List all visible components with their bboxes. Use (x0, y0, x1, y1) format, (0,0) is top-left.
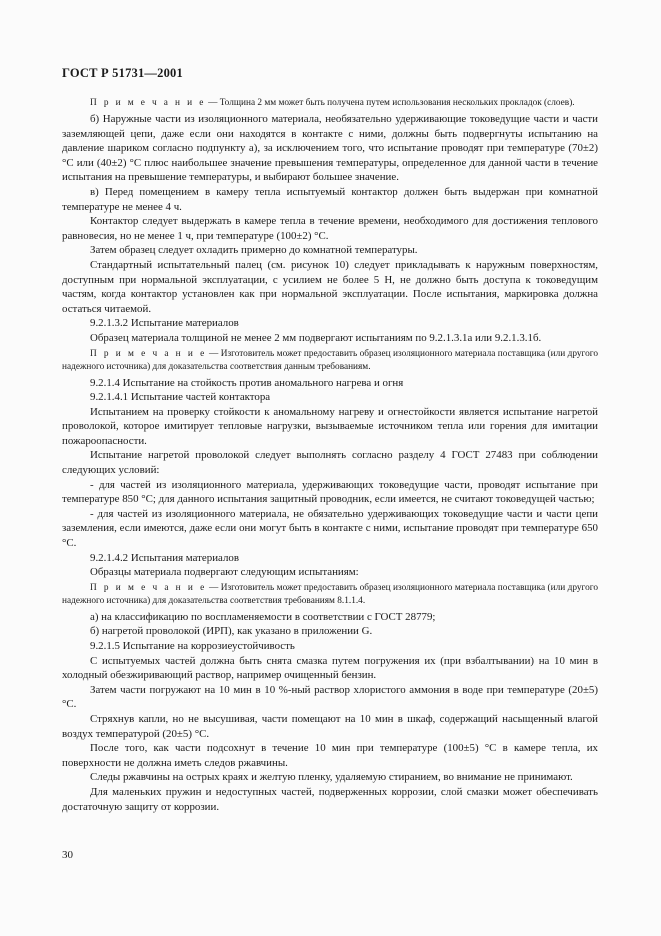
paragraph: Испытанием на проверку стойкости к аномальному нагреву и огнестойкости является испытание нагретой проволокой, которое имитирует тепловые нагрузки, вызываемые источником тепла или горения для имитации пожароопасности. (62, 405, 598, 447)
section-heading: 9.2.1.4.1 Испытание частей контактора (90, 391, 271, 404)
paragraph: С испытуемых частей должна быть снята смазка путем погружения их (при взбалтывании) на 10 мин в холодный обезжиривающий раствор, например очищенный бензин. (62, 654, 598, 682)
paragraph: Затем образец следует охладить примерно до комнатной температуры. (90, 244, 418, 257)
note-paragraph (62, 97, 598, 110)
section-heading: 9.2.1.3.2 Испытание материалов (90, 317, 239, 330)
paragraph: Образцы материала подвергают следующим испытаниям: (90, 566, 359, 579)
document-body (62, 97, 598, 814)
note-label: П р и м е ч а н и е (90, 582, 207, 593)
paragraph: б) Наружные части из изоляционного материала, необязательно удерживающие токоведущие части и части заземляющей цепи, даже если они находятся в контакте с ними, должны быть подвергнуты испытанию на давление шариком согласно подпункту а), за исключением того, что испытание проводят при температуре (70±2) °С или (40±2) °С плюс наибольшее значение превышения температуры, определенное для данной части в течение испытания на превышение температуры, и выбирают большее значение. (62, 113, 598, 184)
paragraph: После того, как части подсохнут в течение 10 мин при температуре (100±5) °С в камере тепла, их поверхности не должна иметь следов ржавчины. (62, 742, 598, 769)
page-number: 30 (62, 849, 73, 861)
section-heading: 9.2.1.4.2 Испытания материалов (90, 551, 239, 564)
list-item: б) нагретой проволокой (ИРП), как указано в приложении G. (90, 625, 373, 638)
note-label: П р и м е ч а н и е (90, 98, 206, 108)
note-paragraph (62, 582, 598, 608)
note-text: — Толщина 2 мм может быть получена путем использования нескольких прокладок (слоев). (205, 98, 575, 108)
note-text: — Изготовитель может предоставить образец изоляционного материала поставщика (или другого надежного источника) для доказательства соответствия требованиям 8.1.1.4. (62, 582, 598, 606)
note-paragraph (62, 348, 598, 374)
document-header: ГОСТ Р 51731—2001 (62, 66, 183, 80)
list-item: а) на классификацию по воспламеняемости в соответствии с ГОСТ 28779; (90, 610, 436, 623)
list-item: - для частей из изоляционного материала, не обязательно удерживающих токоведущие части и части цепи заземления, если имеются, даже если они могут быть в контакте с ними, испытание проводят при температуре 650 °С. (62, 507, 598, 550)
section-heading: 9.2.1.5 Испытание на коррозиеустойчивость (90, 640, 295, 652)
paragraph: Стряхнув капли, но не высушивая, части помещают на 10 мин в шкаф, содержащий насыщенный влагой воздух температурой (20±5) °С. (62, 712, 598, 740)
paragraph: Для маленьких пружин и недоступных частей, подверженных коррозии, слой смазки может обеспечивать достаточную защиту от коррозии. (62, 785, 598, 813)
paragraph: в) Перед помещением в камеру тепла испытуемый контактор должен быть выдержан при комнатной температуре не менее 4 ч. (62, 185, 598, 213)
list-item: - для частей из изоляционного материала, удерживающих токоведущие части, проводят испытание при температуре 850 °С; для данного испытания защитный проводник, если имеется, не считают токоведущей частью; (62, 478, 598, 506)
paragraph: Затем части погружают на 10 мин в 10 %-ный раствор хлористого аммония в воде при температуре (20±5) °С. (62, 683, 598, 711)
note-text: — Изготовитель может предоставить образец изоляционного материала поставщика (или другого надежного источника) для доказательства соответствия данным требованиям. (62, 348, 598, 372)
note-label: П р и м е ч а н и е (90, 348, 207, 359)
paragraph: Стандартный испытательный палец (см. рисунок 10) следует прикладывать к наружным поверхностям, доступным при нормальной эксплуатации, с усилием не более 5 Н, не должно быть доступа к токоведущим частям, когда контактор установлен как при нормальной эксплуатации. После испытания, маркировка должна остаться читаемой. (62, 258, 598, 315)
section-heading: 9.2.1.4 Испытание на стойкость против аномального нагрева и огня (90, 376, 404, 389)
paragraph: Испытание нагретой проволокой следует выполнять согласно разделу 4 ГОСТ 27483 при соблюдении следующих условий: (62, 449, 598, 477)
paragraph: Образец материала толщиной не менее 2 мм подвергают испытаниям по 9.2.1.3.1а или 9.2.1.3.1б. (90, 331, 542, 344)
paragraph: Контактор следует выдержать в камере тепла в течение времени, необходимого для достижения теплового равновесия, но не менее 1 ч, при температуре (100±2) °С. (62, 215, 598, 242)
paragraph: Следы ржавчины на острых краях и желтую пленку, удаляемую стиранием, во внимание не принимают. (90, 771, 573, 784)
